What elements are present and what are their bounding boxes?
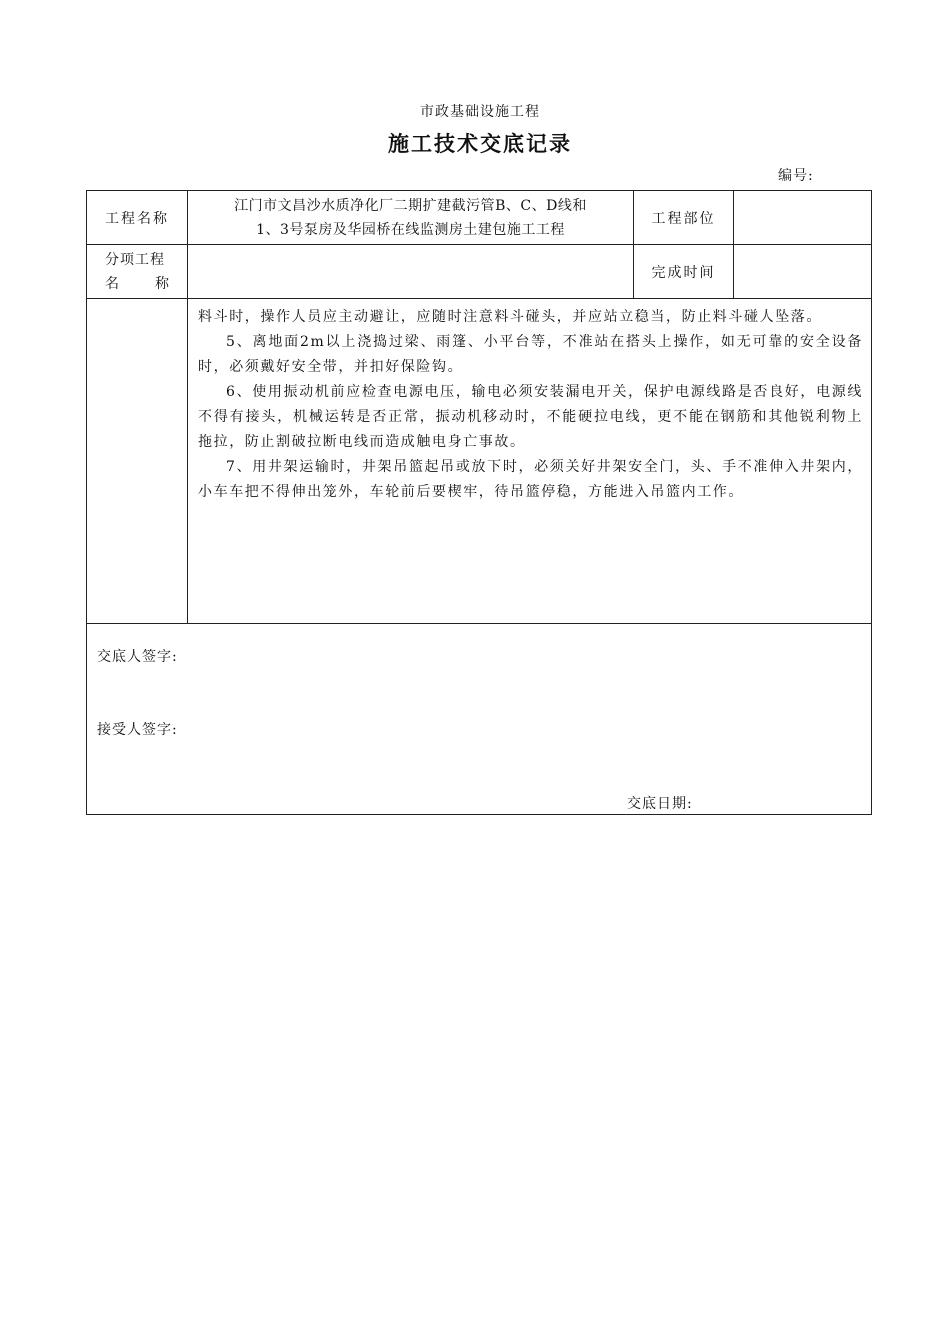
discloser-signature-label: 交底人签字: — [97, 649, 178, 665]
document-subtitle: 市政基础设施工程 — [420, 104, 540, 120]
sub-item-label-line-1: 分项工程 — [105, 251, 165, 268]
document-title: 施工技术交底记录 — [388, 131, 572, 156]
completion-time-value — [734, 245, 872, 299]
content-row — [87, 299, 872, 624]
receiver-signature-label: 接受人签字: — [97, 722, 178, 738]
project-name-line-1: 江门市文昌沙水质净化厂二期扩建截污管B、C、D线和 — [234, 197, 587, 214]
content-paragraph: 料斗时，操作人员应主动避让，应随时注意料斗碰头，并应站立稳当，防止料斗碰人坠落。 — [198, 309, 822, 325]
sub-item-label-char-1: 名 — [105, 275, 119, 292]
project-name-row — [87, 191, 872, 245]
record-number-label: 编号: — [778, 168, 814, 184]
sub-item-label-line-2 — [105, 272, 169, 296]
content-left-blank — [87, 299, 188, 624]
sub-item-label — [87, 245, 188, 299]
signature-row — [87, 624, 872, 815]
content-paragraph: 6、使用振动机前应检查电源电压，输电必须安装漏电开关，保护电源线路是否良好，电源线不得有接头，机械运转是否正常，振动机移动时，不能硬拉电线，更不能在钢筋和其他锐利物上拖拉，防止割破拉断电线而造成触电身亡事故。 — [198, 384, 863, 450]
disclosure-content — [188, 299, 872, 624]
project-name-value — [188, 191, 634, 245]
project-name-label: 工程名称 — [87, 191, 188, 245]
sub-item-row — [87, 245, 872, 299]
completion-time-label: 完成时间 — [634, 245, 734, 299]
content-paragraph: 5、离地面2m以上浇捣过梁、雨篷、小平台等，不准站在搭头上操作，如无可靠的安全设备时，必须戴好安全带，并扣好保险钩。 — [198, 334, 863, 375]
project-part-value — [734, 191, 872, 245]
project-name-line-2: 1、3号泵房及华园桥在线监测房土建包施工工程 — [256, 221, 565, 238]
signature-area — [87, 624, 872, 815]
project-part-label: 工程部位 — [634, 191, 734, 245]
sub-item-label-char-2: 称 — [155, 275, 169, 292]
record-table — [86, 190, 872, 815]
disclosure-date-label: 交底日期: — [627, 796, 693, 812]
content-paragraph: 7、用井架运输时，井架吊篮起吊或放下时，必须关好井架安全门，头、手不准伸入井架内，小车车把不得伸出笼外，车轮前后要楔牢，待吊篮停稳，方能进入吊篮内工作。 — [198, 459, 863, 500]
sub-item-value — [188, 245, 634, 299]
